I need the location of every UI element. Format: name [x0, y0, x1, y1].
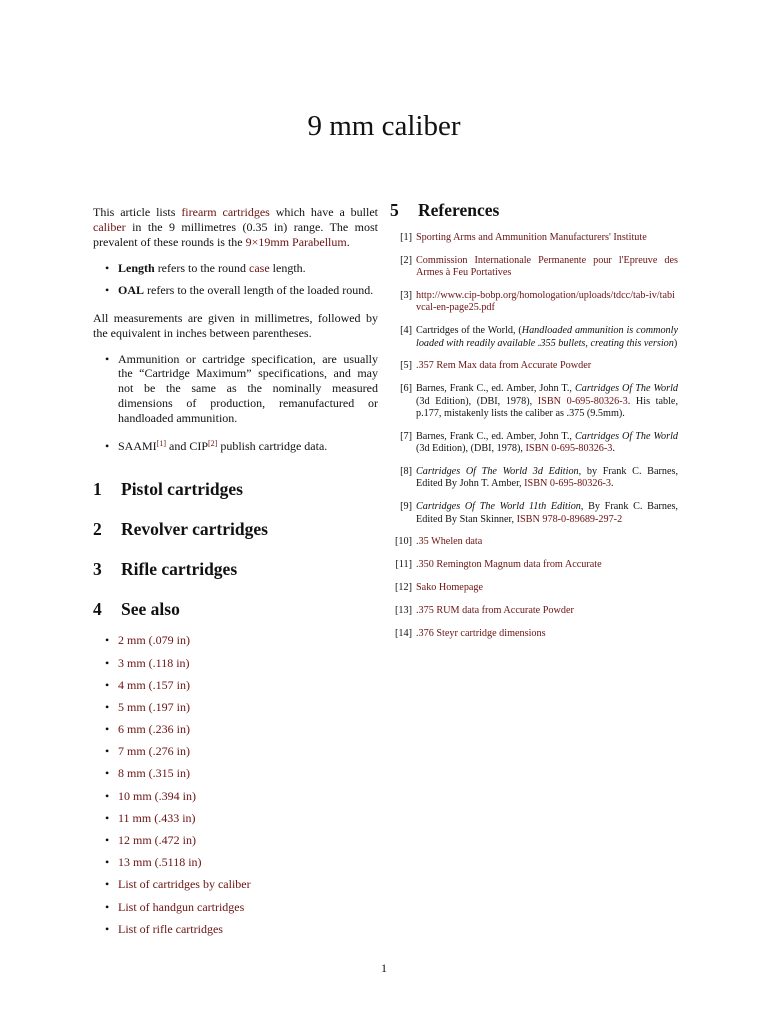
list-item [93, 829, 378, 851]
reference-item [390, 232, 678, 244]
see-also-link[interactable]: List of cartridges by caliber [118, 877, 251, 892]
definition-text: refers to the overall length of the loaded round. [144, 283, 374, 298]
reference-item [390, 605, 678, 617]
section-number: 1 [93, 479, 102, 500]
definitions-list [93, 261, 378, 298]
note-text: and CIP [166, 438, 208, 453]
list-item [93, 652, 378, 674]
list-item [93, 696, 378, 718]
reference-text: , by Frank C. Barnes, Edited By John T. Amber, [416, 466, 678, 490]
parabellum-link[interactable]: 9×19mm Parabellum [245, 234, 347, 249]
reference-link[interactable]: .35 Whelen data [416, 536, 483, 548]
definition-text: refers to the round [154, 261, 249, 276]
see-also-link[interactable]: 10 mm (.394 in) [118, 788, 196, 803]
reference-number: [5] [400, 360, 412, 372]
ref-link-1[interactable]: [1] [156, 438, 166, 448]
section-heading-pistol [93, 479, 378, 499]
list-item [93, 785, 378, 807]
reference-number: [11] [395, 559, 412, 571]
reference-item [390, 582, 678, 594]
definition-term: Length [118, 261, 155, 276]
firearm-cartridges-link[interactable]: firearm cartridges [181, 205, 270, 219]
reference-text: ) [673, 337, 678, 349]
reference-text: Barnes, Frank C., ed. Amber, John T., [416, 430, 575, 442]
list-item [93, 740, 378, 762]
list-item [93, 629, 378, 651]
list-item [93, 718, 378, 740]
reference-text: . [611, 478, 614, 490]
reference-number: [1] [400, 232, 412, 243]
reference-item [390, 501, 678, 526]
isbn-link[interactable]: ISBN 978-0-89689-297-2 [516, 513, 623, 525]
reference-number: [2] [400, 254, 412, 266]
intro-text: in the 9 millimetres (0.35 in) range. The most prevalent of these rounds is the [93, 219, 378, 249]
reference-text: (3d Edition), (DBI, 1978), [416, 395, 538, 407]
reference-link[interactable]: .357 Rem Max data from Accurate Powder [416, 360, 592, 372]
intro-text: This article lists [93, 205, 182, 219]
reference-item [390, 466, 678, 491]
reference-number: [4] [400, 325, 412, 337]
reference-text: . [612, 443, 615, 455]
reference-italic: Cartridges Of The World 11th Edition [416, 501, 581, 513]
see-also-link[interactable]: 13 mm (.5118 in) [118, 855, 202, 870]
reference-item [390, 536, 678, 548]
section-title: Revolver cartridges [121, 519, 268, 540]
left-column [93, 200, 378, 940]
page-title: 9 mm caliber [307, 110, 461, 142]
reference-item [390, 255, 678, 280]
reference-number: [9] [400, 501, 412, 513]
reference-number: [7] [400, 430, 412, 442]
section-heading-references [390, 200, 678, 220]
reference-item [390, 628, 678, 640]
reference-text: , By Frank C. Barnes, Edited By Stan Skinner, [416, 501, 678, 525]
definition-term: OAL [118, 283, 145, 298]
reference-item [390, 559, 678, 571]
intro-paragraph [93, 205, 378, 249]
reference-link[interactable]: .375 RUM data from Accurate Powder [416, 604, 574, 616]
right-column [390, 200, 678, 650]
reference-link[interactable]: http://www.cip-bobp.org/homologation/uploads/tdcc/tab-iv/tabivcal-en-page25.pdf [416, 290, 675, 314]
ref-link-2[interactable]: [2] [208, 438, 218, 448]
reference-item [390, 325, 678, 350]
reference-item [390, 360, 678, 372]
list-item [93, 807, 378, 829]
section-title: Pistol cartridges [121, 479, 243, 500]
section-number: 2 [93, 519, 102, 540]
isbn-link[interactable]: ISBN 0-695-80326-3 [524, 478, 612, 490]
reference-number: [13] [395, 604, 412, 616]
see-also-link[interactable]: 11 mm (.433 in) [118, 810, 196, 825]
reference-item [390, 383, 678, 420]
page-number: 1 [381, 961, 387, 975]
see-also-link[interactable]: 2 mm (.079 in) [118, 633, 190, 648]
reference-link[interactable]: .350 Remington Magnum data from Accurate [416, 559, 602, 571]
isbn-link[interactable]: ISBN 0-695-80326-3 [525, 443, 613, 455]
reference-text: Barnes, Frank C., ed. Amber, John T., [416, 383, 575, 395]
list-item [93, 762, 378, 784]
reference-text: (3d Edition), (DBI, 1978), [416, 443, 526, 455]
section-title: References [418, 200, 500, 220]
see-also-link[interactable]: List of handgun cartridges [118, 899, 245, 914]
definition-oal [93, 283, 378, 298]
see-also-link[interactable]: 3 mm (.118 in) [118, 655, 190, 670]
see-also-link[interactable]: 8 mm (.315 in) [118, 766, 190, 781]
reference-number: [10] [395, 536, 412, 548]
section-heading-see-also [93, 599, 378, 619]
reference-number: [3] [400, 290, 412, 301]
see-also-link[interactable]: List of rifle cartridges [118, 921, 223, 936]
section-number: 4 [93, 599, 102, 620]
reference-italic: Handloaded ammunition is commonly loaded with readily available .355 bullets, creating this version [416, 325, 678, 349]
section-title: See also [121, 599, 180, 620]
section-heading-revolver [93, 519, 378, 539]
list-item [93, 851, 378, 873]
definition-length [93, 261, 378, 276]
reference-number: [12] [395, 582, 412, 594]
intro-text: which have a bullet [269, 205, 378, 219]
reference-link[interactable]: Sako Homepage [416, 582, 484, 594]
see-also-link[interactable]: 6 mm (.236 in) [118, 722, 190, 737]
see-also-list [93, 629, 378, 940]
reference-italic: Cartridges Of The World [574, 383, 678, 395]
measurements-paragraph: All measurements are given in millimetres, followed by the equivalent in inches between parentheses. [93, 310, 378, 340]
see-also-link[interactable]: 4 mm (.157 in) [118, 677, 190, 692]
intro-text: . [346, 234, 350, 249]
references-list [390, 232, 678, 640]
notes-list [93, 352, 378, 454]
note-text: publish cartridge data. [217, 438, 328, 453]
section-number: 3 [93, 559, 102, 580]
reference-link[interactable]: Commission Internationale Permanente pour l'Epreuve des Armes à Feu Portatives [416, 254, 678, 279]
reference-text: . His table, p.177, mistakenly lists the caliber as .375 (9.5mm). [416, 395, 679, 420]
reference-number: [6] [400, 383, 412, 395]
section-title: Rifle cartridges [121, 559, 238, 580]
reference-item [390, 431, 678, 456]
caliber-link[interactable]: caliber [93, 219, 126, 234]
reference-item [390, 290, 678, 315]
section-heading-rifle [93, 559, 378, 579]
note-publishers [93, 439, 378, 454]
list-item [93, 674, 378, 696]
list-item [93, 918, 378, 940]
reference-text: Cartridges of the World, ( [416, 325, 522, 337]
reference-number: [14] [395, 627, 412, 639]
note-specification: • Ammunition or cartridge specification, are usually the “Cartridge Maximum” specifications, and may not be the same as the nominally measured dimensions of production, remanufactured or handloaded ammunition. [93, 352, 378, 426]
reference-italic: Cartridges Of The World 3d Edition [416, 466, 579, 478]
list-item [93, 873, 378, 895]
list-item [93, 896, 378, 918]
reference-link[interactable]: Sporting Arms and Ammunition Manufacturers' Institute [416, 232, 647, 243]
see-also-link[interactable]: 5 mm (.197 in) [118, 699, 190, 714]
definition-text: length. [269, 261, 306, 276]
reference-link[interactable]: .376 Steyr cartridge dimensions [416, 627, 546, 639]
reference-number: [8] [400, 466, 412, 478]
reference-italic: Cartridges Of The World [574, 430, 678, 442]
case-link[interactable]: case [249, 261, 270, 276]
isbn-link[interactable]: ISBN 0-695-80326-3 [537, 395, 628, 407]
see-also-link[interactable]: 7 mm (.276 in) [118, 744, 190, 759]
saami-text: SAAMI [118, 438, 157, 453]
section-number: 5 [390, 200, 399, 220]
see-also-link[interactable]: 12 mm (.472 in) [118, 833, 196, 848]
